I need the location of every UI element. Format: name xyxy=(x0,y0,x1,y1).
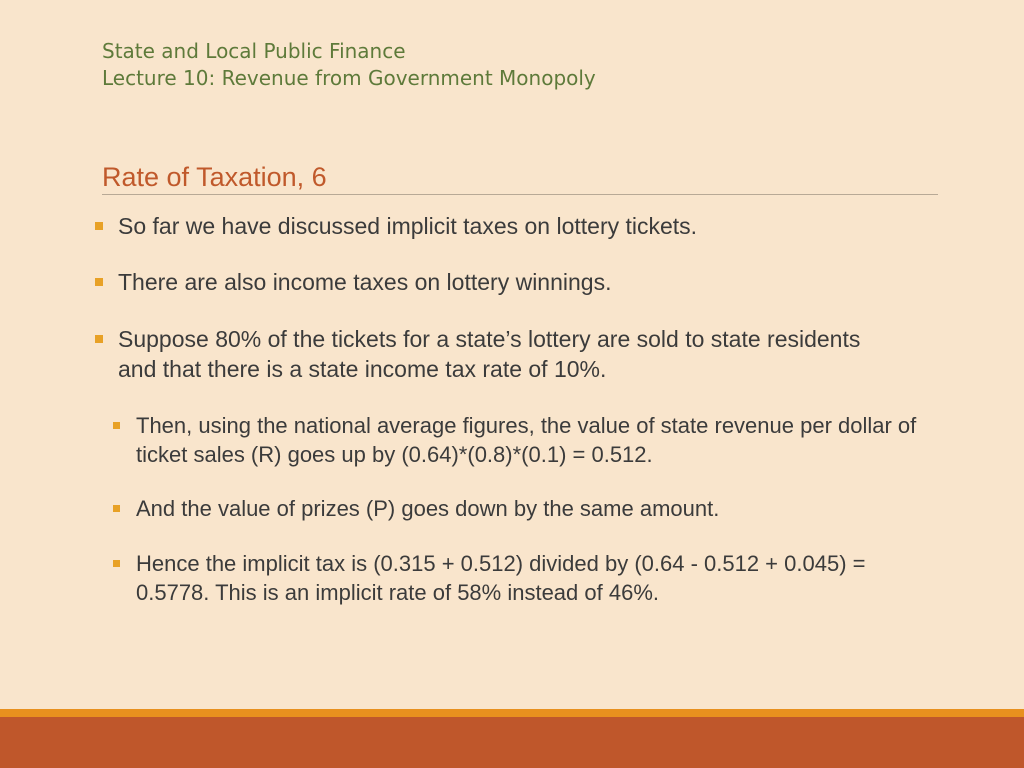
course-title: State and Local Public Finance xyxy=(102,39,406,63)
sub-bullet-text: Hence the implicit tax is (0.315 + 0.512) divided by (0.64 - 0.512 + 0.045) = 0.5778. This is an implicit rate of 58% instead of 46%. xyxy=(136,551,866,605)
bullet-text: There are also income taxes on lottery winnings. xyxy=(118,269,612,295)
sub-bullet-text: Then, using the national average figures, the value of state revenue per dollar of ticket sales (R) goes up by (0.64)*(0.8)*(0.1) = 0.512. xyxy=(136,413,917,467)
square-bullet-icon xyxy=(113,505,120,512)
slide-title: Rate of Taxation, 6 xyxy=(102,162,327,192)
lecture-title: Lecture 10: Revenue from Government Monopoly xyxy=(102,66,596,90)
bullet-item xyxy=(118,211,938,241)
slide-header xyxy=(102,38,596,92)
square-bullet-icon xyxy=(95,278,103,286)
bullet-text: So far we have discussed implicit taxes on lottery tickets. xyxy=(118,213,698,239)
title-divider xyxy=(102,194,938,195)
square-bullet-icon xyxy=(113,560,120,567)
sub-bullet-text: And the value of prizes (P) goes down by the same amount. xyxy=(136,496,720,521)
sub-bullet-item xyxy=(136,549,936,607)
footer-accent-stripe xyxy=(0,709,1024,717)
sub-bullet-item xyxy=(136,494,936,523)
bullet-item xyxy=(118,267,938,297)
footer-bar xyxy=(0,717,1024,768)
square-bullet-icon xyxy=(95,335,103,343)
bullet-text: Suppose 80% of the tickets for a state’s lottery are sold to state residents and that there is a state income tax rate of 10%. xyxy=(118,326,861,382)
sub-bullet-item xyxy=(136,411,926,469)
bullet-item xyxy=(118,324,878,384)
square-bullet-icon xyxy=(95,222,103,230)
square-bullet-icon xyxy=(113,422,120,429)
